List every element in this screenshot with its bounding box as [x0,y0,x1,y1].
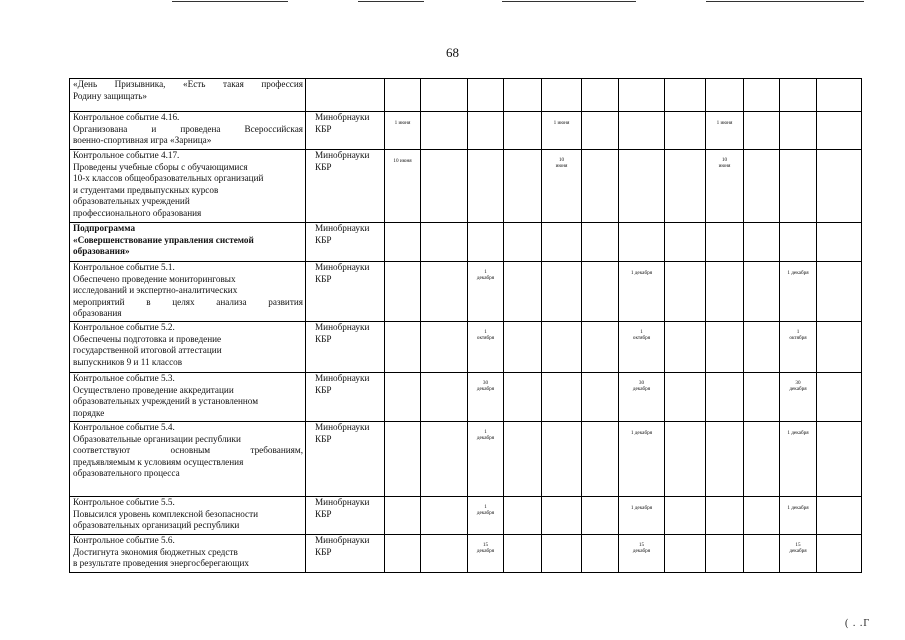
responsible-line: КБР [315,161,332,172]
schedule-cell [504,322,542,373]
schedule-cell [619,497,665,535]
due-date-label: 1 [484,429,487,435]
schedule-cell [421,262,468,322]
event-line: Достигнута экономия бюджетных средств [73,546,238,557]
schedule-cell [582,79,619,112]
schedule-cell [582,497,619,535]
due-date-label: декабря [476,548,495,555]
due-date-label: октября [632,335,651,342]
table-row [70,322,862,373]
table-row [70,535,862,573]
schedule-cell [780,497,817,535]
schedule-cell [619,422,665,497]
schedule-cell [385,535,421,573]
event-line: образования [73,308,122,319]
responsible-line: КБР [315,433,332,444]
schedule-cell [619,535,665,573]
schedule-cell [744,223,780,262]
event-line: Контрольное событие 5.6. [73,535,175,545]
due-date-label: июня [555,163,568,170]
event-line: Контрольное событие 5.3. [73,373,175,383]
event-line: Контрольное событие 4.17. [73,150,180,160]
table-row [70,373,862,422]
due-date-label: 1 декабря [630,270,653,276]
schedule-cell [665,262,706,322]
due-date-label: 10 [558,157,565,163]
schedule-cell [665,535,706,573]
responsible-line: Минобрнауки [315,150,370,160]
event-cell [70,497,306,535]
due-date-label: декабря [632,386,651,393]
responsible-line: Минобрнауки [315,535,370,545]
schedule-cell [665,373,706,422]
due-date-label: декабря [789,548,807,555]
event-line: Повысился уровень комплексной безопасности [73,508,259,519]
responsible-cell [306,322,385,373]
event-line: Контрольное событие 4.16. [73,112,180,122]
responsible-line: Минобрнауки [315,497,370,507]
due-date-label: 1 декабря [787,430,809,436]
event-line: Организована и проведена Всероссийская [73,123,303,134]
event-line: Обеспечено проведение мониторинговых [73,273,236,284]
schedule-cell [468,262,504,322]
schedule-cell [421,79,468,112]
event-line: 10-х классов общеобразовательных организаций [73,173,264,184]
schedule-cell [385,112,421,150]
schedule-cell [421,373,468,422]
event-line: образовательных учреждений [73,196,190,207]
schedule-cell [504,497,542,535]
schedule-cell [706,150,744,223]
event-line: Осуществлено проведение аккредитации [73,384,234,395]
schedule-cell [468,223,504,262]
due-date-label: 1 [796,329,800,335]
event-cell [70,223,306,262]
event-line: порядке [73,407,105,418]
schedule-cell [468,497,504,535]
due-date-label: 10 [721,157,728,163]
due-date-label: декабря [632,548,651,555]
schedule-cell [385,373,421,422]
schedule-cell [817,79,862,112]
due-date-label: 1 [484,329,487,335]
event-line: Подпрограмма [73,223,136,233]
responsible-line: Минобрнауки [315,373,370,383]
schedule-cell [542,322,582,373]
event-line: исследований и экспертно-аналитических [73,285,238,296]
schedule-cell [504,535,542,573]
schedule-cell [468,112,504,150]
event-cell [70,79,306,112]
schedule-cell [468,79,504,112]
schedule-cell [421,150,468,223]
due-date-label: 1 [640,329,643,335]
event-line: Контрольное событие 5.1. [73,262,175,272]
due-date-label: 1 июня [394,120,411,126]
schedule-cell [542,373,582,422]
event-line: профессионального образования [73,207,202,218]
schedule-cell [582,112,619,150]
schedule-cell [385,422,421,497]
table-row [70,262,862,322]
schedule-cell [780,373,817,422]
responsible-cell [306,262,385,322]
schedule-cell [706,422,744,497]
event-line: выпускников 9 и 11 классов [73,356,183,367]
schedule-cell [504,223,542,262]
schedule-cell [817,497,862,535]
schedule-cell [542,422,582,497]
schedule-cell [468,422,504,497]
schedule-cell [817,422,862,497]
responsible-line: КБР [315,333,332,344]
schedule-cell [582,535,619,573]
schedule-cell [817,223,862,262]
event-line: образовательного процесса [73,468,180,479]
schedule-cell [468,535,504,573]
event-cell [70,422,306,497]
schedule-cell [817,322,862,373]
responsible-line: КБР [315,384,332,395]
corner-mark: ( . .Г [845,618,871,629]
schedule-cell [780,322,817,373]
due-date-label: декабря [476,386,495,393]
event-line: Проведены учебные сборы с обучающимися [73,161,248,172]
schedule-cell [542,150,582,223]
schedule-cell [542,223,582,262]
schedule-cell [504,422,542,497]
schedule-cell [468,373,504,422]
table-row [70,150,862,223]
schedule-cell [780,79,817,112]
schedule-cell [665,422,706,497]
due-date-label: 1 [484,504,487,510]
schedule-cell [780,535,817,573]
event-cell [70,262,306,322]
schedule-cell [744,535,780,573]
schedule-cell [706,223,744,262]
schedule-cell [385,322,421,373]
due-date-label: декабря [476,275,495,282]
schedule-cell [468,150,504,223]
table-row [70,112,862,150]
schedule-cell [504,150,542,223]
schedule-cell [706,497,744,535]
due-date-label: 15 [482,542,489,548]
event-line: предъявляемым к условиям осуществления [73,456,244,467]
event-line: образования» [73,246,130,257]
responsible-line: Минобрнауки [315,422,370,432]
event-line: Образовательные организации республики [73,433,241,444]
schedule-cell [619,150,665,223]
event-line: Контрольное событие 5.4. [73,422,175,432]
schedule-cell [780,112,817,150]
table-row [70,497,862,535]
due-date-label: 10 июня [393,158,412,164]
schedule-cell [780,150,817,223]
schedule-cell [817,262,862,322]
schedule-cell [582,262,619,322]
schedule-cell [468,322,504,373]
responsible-cell [306,150,385,223]
schedule-cell [542,497,582,535]
schedule-cell [780,223,817,262]
schedule-cell [706,262,744,322]
event-cell [70,373,306,422]
event-line: Контрольное событие 5.5. [73,497,175,507]
schedule-cell [780,422,817,497]
schedule-cell [385,223,421,262]
schedule-cell [744,497,780,535]
due-date-label: 1 июня [553,120,570,126]
due-date-label: 1 декабря [630,430,653,436]
event-cell [70,112,306,150]
schedule-cell [619,373,665,422]
schedule-cell [421,322,468,373]
due-date-label: 15 [795,542,801,548]
schedule-cell [542,262,582,322]
schedule-cell [665,322,706,373]
due-date-label: 1 декабря [787,505,809,511]
responsible-line: КБР [315,508,332,519]
event-line: в результате проведения энергосберегающих [73,558,249,569]
schedule-cell [542,535,582,573]
due-date-label: 1 июня [716,120,733,126]
due-date-label: декабря [476,510,495,517]
schedule-cell [665,150,706,223]
schedule-cell [706,112,744,150]
scan-top-edge-lines [0,0,905,6]
responsible-line: КБР [315,546,332,557]
event-line: государственной итоговой аттестации [73,345,222,356]
responsible-cell [306,373,385,422]
schedule-cell [619,223,665,262]
due-date-label: декабря [476,435,495,442]
schedule-cell [619,112,665,150]
schedule-cell [706,535,744,573]
schedule-cell [385,262,421,322]
schedule-cell [665,79,706,112]
event-line: Родину защищать» [73,90,148,101]
schedule-cell [706,373,744,422]
schedule-cell [706,322,744,373]
schedule-cell [744,322,780,373]
responsible-cell [306,112,385,150]
schedule-cell [421,422,468,497]
schedule-cell [421,112,468,150]
schedule-table [69,78,862,573]
responsible-line: Минобрнауки [315,322,370,332]
page-number: 68 [446,45,459,60]
due-date-label: 1 декабря [630,505,653,511]
schedule-cell [619,322,665,373]
due-date-label: июня [718,163,731,170]
event-line: образовательных учреждений в установленном [73,396,259,407]
due-date-label: 1 декабря [787,270,809,276]
schedule-cell [582,373,619,422]
schedule-cell [582,223,619,262]
schedule-cell [385,497,421,535]
responsible-cell [306,422,385,497]
due-date-label: декабря [789,386,807,393]
schedule-cell [504,262,542,322]
schedule-cell [665,497,706,535]
table-row [70,422,862,497]
schedule-cell [744,79,780,112]
schedule-cell [665,112,706,150]
responsible-cell [306,497,385,535]
event-line: военно-спортивная игра «Зарница» [73,135,212,146]
schedule-cell [744,373,780,422]
event-line: мероприятий в целях анализа развития [73,296,303,307]
schedule-cell [619,79,665,112]
schedule-cell [744,112,780,150]
event-line: Контрольное событие 5.2. [73,322,175,332]
schedule-cell [817,535,862,573]
schedule-cell [665,223,706,262]
event-cell [70,150,306,223]
responsible-line: КБР [315,123,332,134]
responsible-line: Минобрнауки [315,223,370,233]
event-line: Обеспечены подготовка и проведение [73,333,222,344]
schedule-cell [504,79,542,112]
schedule-cell [744,262,780,322]
schedule-cell [817,373,862,422]
schedule-cell [504,112,542,150]
schedule-cell [542,79,582,112]
schedule-cell [817,112,862,150]
table-row [70,79,862,112]
responsible-line: Минобрнауки [315,112,370,122]
schedule-cell [780,262,817,322]
event-line: и студентами предвыпускных курсов [73,184,219,195]
schedule-cell [706,79,744,112]
responsible-line: КБР [315,273,332,284]
schedule-cell [817,150,862,223]
responsible-cell [306,79,385,112]
schedule-cell [619,262,665,322]
due-date-label: октября [789,335,807,342]
due-date-label: 30 [482,380,489,386]
event-line: «День Призывника, «Есть такая профессия [73,79,303,89]
schedule-cell [385,150,421,223]
schedule-cell [582,422,619,497]
due-date-label: 30 [795,380,801,386]
event-line: соответствуют основным требованиям, [73,445,303,456]
schedule-cell [385,79,421,112]
schedule-cell [582,322,619,373]
schedule-cell [421,535,468,573]
due-date-label: октября [476,335,495,342]
due-date-label: 30 [638,380,645,386]
table-row [70,223,862,262]
schedule-cell [421,497,468,535]
event-line: образовательных организаций республики [73,520,240,531]
schedule-cell [421,223,468,262]
responsible-cell [306,223,385,262]
event-cell [70,535,306,573]
responsible-line: Минобрнауки [315,262,370,272]
responsible-line: КБР [315,234,332,245]
responsible-cell [306,535,385,573]
due-date-label: 15 [638,542,645,548]
schedule-cell [504,373,542,422]
schedule-cell [744,422,780,497]
event-line: «Совершенствование управления системой [73,234,254,245]
schedule-cell [744,150,780,223]
due-date-label: 1 [484,269,487,275]
schedule-cell [582,150,619,223]
event-cell [70,322,306,373]
schedule-cell [542,112,582,150]
